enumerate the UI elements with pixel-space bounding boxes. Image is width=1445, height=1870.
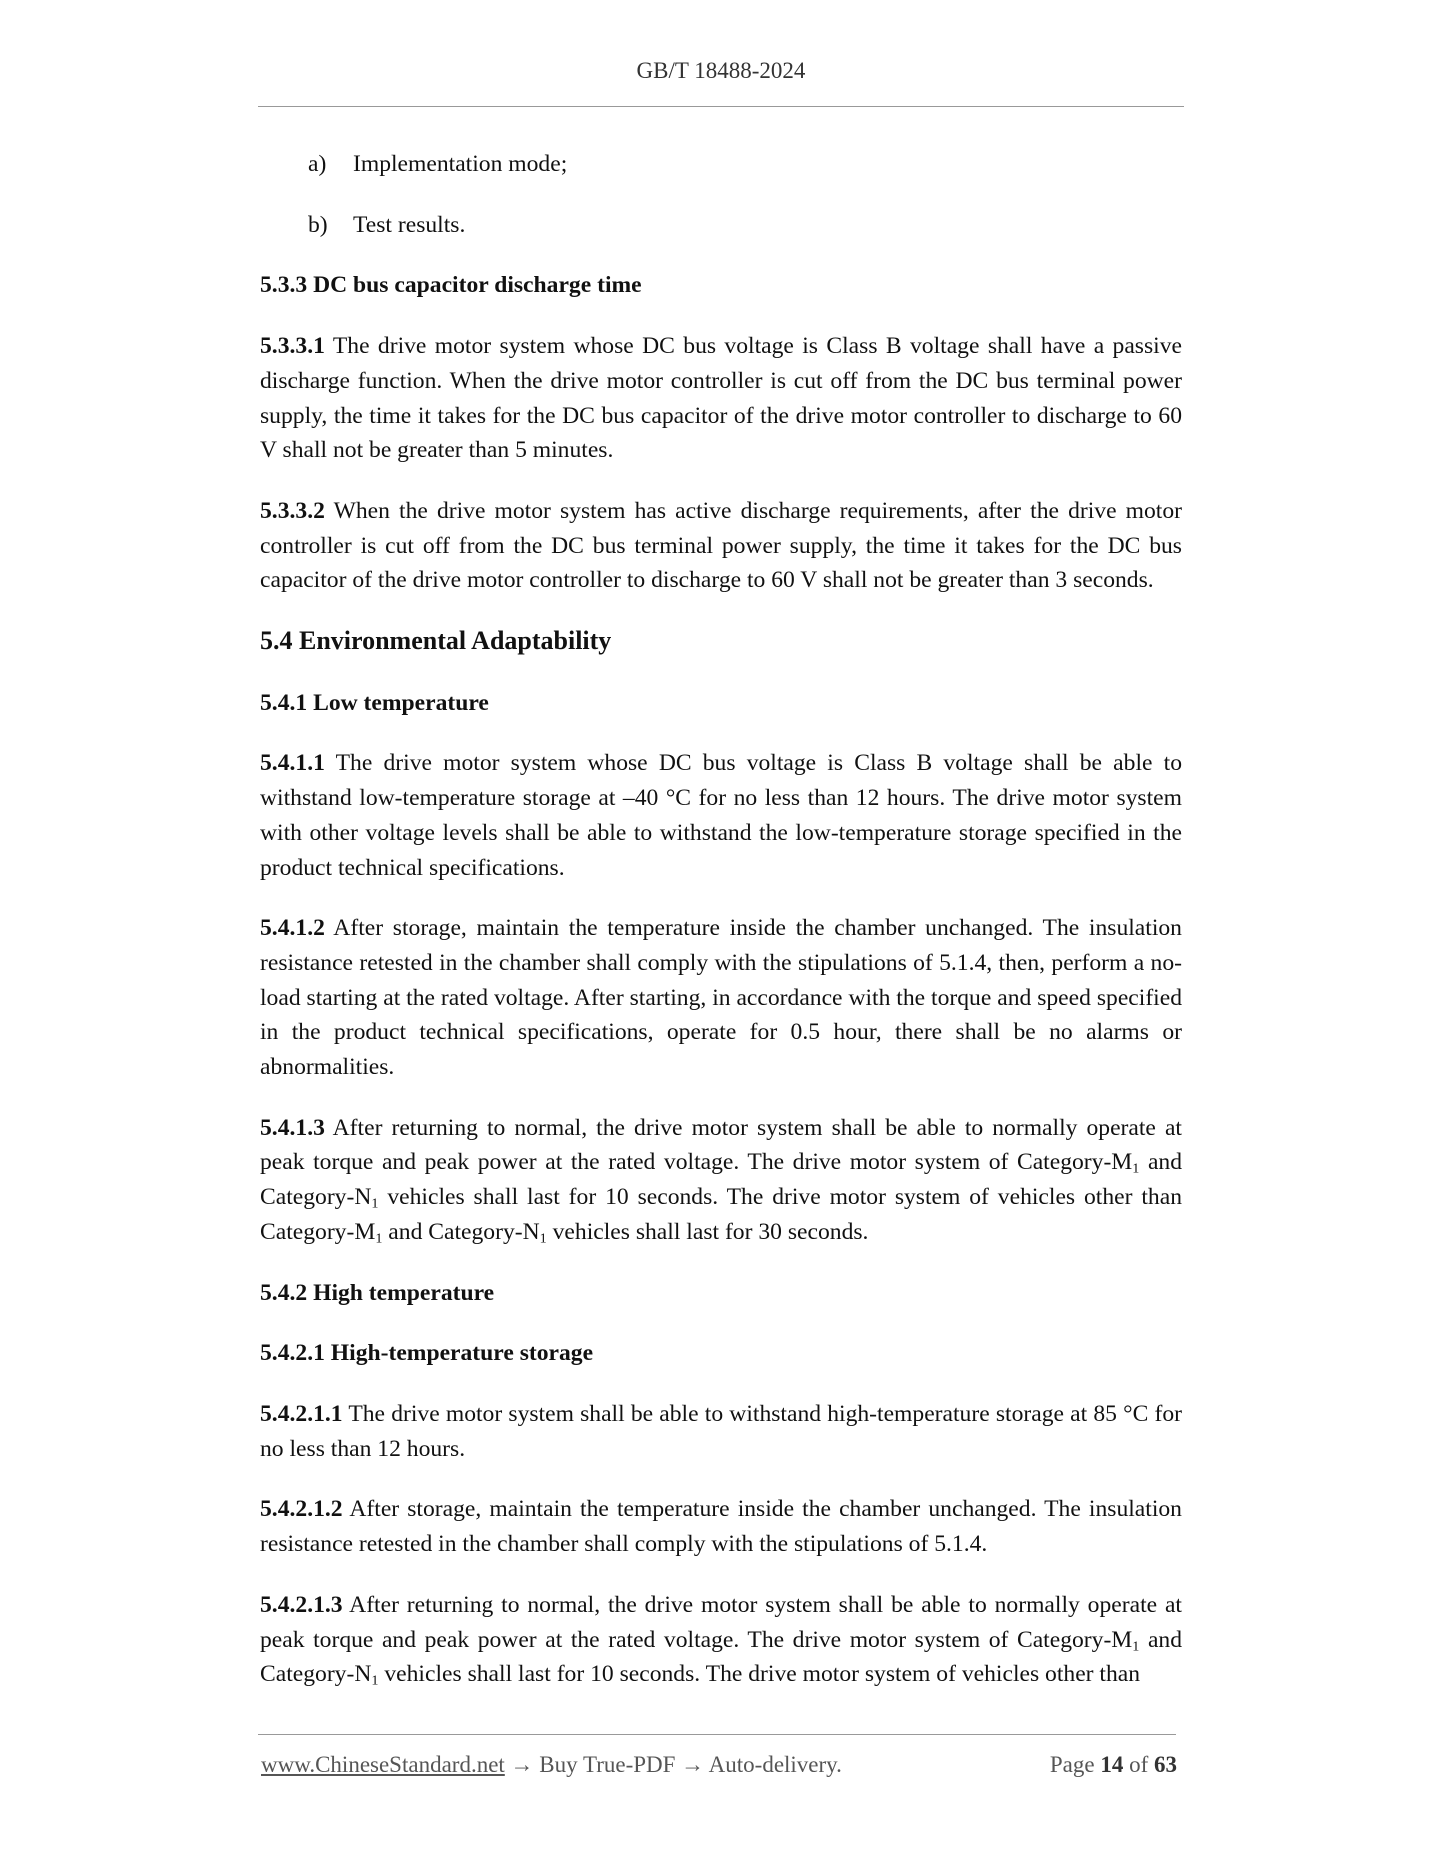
list-text: Test results. bbox=[353, 211, 466, 238]
clause-number: 5.4.1.2 bbox=[260, 915, 325, 942]
header-divider bbox=[258, 106, 1184, 107]
clause-text: When the drive motor system has active discharge requirements, after the drive motor controller is cut off from the DC bus terminal power supply, the time it takes for the DC bus capacitor of the drive motor controller to discharge to 60 V shall not be greater than 3 seconds. bbox=[260, 497, 1182, 594]
clause-5-3-3-2 bbox=[260, 494, 1182, 598]
clause-text: The drive motor system shall be able to withstand high-temperature storage at 85 °C for no less than 12 hours. bbox=[260, 1400, 1182, 1462]
clause-text: The drive motor system whose DC bus voltage is Class B voltage shall have a passive discharge function. When the drive motor controller is cut off from the DC bus terminal power supply, the time it takes for the DC bus capacitor of the drive motor controller to discharge to 60 V shall not be greater than 5 minutes. bbox=[260, 333, 1182, 464]
section-heading-5-4-2-1: 5.4.2.1 High-temperature storage bbox=[260, 1340, 594, 1367]
page-number: 14 bbox=[1100, 1752, 1124, 1777]
clause-text: After returning to normal, the drive motor system shall be able to normally operate at peak torque and peak power at the rated voltage. The drive motor system of Category-M bbox=[260, 1591, 1182, 1653]
page-indicator bbox=[1050, 1752, 1177, 1778]
section-heading-5-3-3: 5.3.3 DC bus capacitor discharge time bbox=[260, 272, 642, 299]
clause-text: and Category-N bbox=[260, 1149, 1183, 1211]
clause-number: 5.4.2.1.2 bbox=[260, 1496, 343, 1523]
clause-5-4-1-1 bbox=[260, 746, 1182, 885]
subscript: 1 bbox=[1132, 1638, 1140, 1655]
clause-text: The drive motor system whose DC bus voltage is Class B voltage shall be able to withstand low-temperature storage at –40 °C for no less than 12 hours. The drive motor system with other voltage levels shall be able to withstand the low-temperature storage specified in the product technical specifications. bbox=[260, 750, 1182, 881]
list-text: Implementation mode; bbox=[353, 151, 568, 177]
clause-text: After returning to normal, the drive motor system shall be able to normally operate at peak torque and peak power at the rated voltage. The drive motor system of Category-M bbox=[260, 1114, 1182, 1176]
subscript: 1 bbox=[371, 1195, 379, 1212]
clause-number: 5.4.2.1.1 bbox=[260, 1400, 343, 1427]
clause-5-4-2-1-1 bbox=[260, 1397, 1182, 1466]
footer-divider bbox=[258, 1734, 1176, 1735]
clause-5-3-3-1 bbox=[260, 329, 1182, 468]
clause-5-4-1-3 bbox=[260, 1111, 1182, 1250]
clause-text: vehicles shall last for 30 seconds. bbox=[546, 1218, 869, 1245]
subscript: 1 bbox=[539, 1230, 547, 1247]
page-header bbox=[258, 58, 1184, 84]
clause-text: After storage, maintain the temperature inside the chamber unchanged. The insulation resistance retested in the chamber shall comply with the stipulations of 5.1.4, then, perform a no-load starting at the rated voltage. After starting, in accordance with the torque and speed specified in the product technical specifications, operate for 0.5 hour, there shall be no alarms or abnormalities. bbox=[260, 915, 1182, 1081]
document-body bbox=[260, 147, 1182, 1718]
clause-5-4-2-1-3 bbox=[260, 1588, 1182, 1692]
clause-number: 5.3.3.2 bbox=[260, 497, 325, 524]
website-link[interactable]: www.ChineseStandard.net bbox=[261, 1752, 505, 1777]
footer-promo-text: → Buy True-PDF → Auto-delivery. bbox=[504, 1752, 842, 1777]
page-total: 63 bbox=[1154, 1752, 1177, 1777]
section-heading-5-4: 5.4 Environmental Adaptability bbox=[260, 626, 612, 656]
subscript: 1 bbox=[375, 1230, 383, 1247]
page-label: Page bbox=[1049, 1752, 1095, 1777]
clause-text: and Category-N bbox=[382, 1218, 540, 1245]
clause-number: 5.4.1.1 bbox=[260, 750, 325, 777]
subscript: 1 bbox=[371, 1672, 379, 1689]
clause-text: vehicles shall last for 10 seconds. The drive motor system of vehicles other than bbox=[378, 1661, 1141, 1688]
subscript: 1 bbox=[1132, 1161, 1140, 1177]
clause-number: 5.4.1.3 bbox=[260, 1114, 325, 1141]
clause-text: and Category-N bbox=[260, 1626, 1183, 1688]
clause-number: 5.3.3.1 bbox=[260, 333, 325, 360]
clause-5-4-2-1-2 bbox=[260, 1492, 1182, 1561]
document-code: GB/T 18488-2024 bbox=[636, 58, 806, 83]
clause-5-4-1-2 bbox=[260, 911, 1182, 1085]
list-marker: b) bbox=[308, 211, 328, 238]
clause-text: After storage, maintain the temperature inside the chamber unchanged. The insulation resistance retested in the chamber shall comply with the stipulations of 5.1.4. bbox=[260, 1496, 1182, 1558]
page-of-label: of bbox=[1129, 1752, 1149, 1777]
section-heading-5-4-1: 5.4.1 Low temperature bbox=[260, 689, 489, 716]
footer-promo bbox=[261, 1752, 842, 1778]
clause-number: 5.4.2.1.3 bbox=[260, 1591, 343, 1618]
list-item bbox=[308, 147, 1182, 182]
clause-text: vehicles shall last for 10 seconds. The drive motor system of vehicles other than Category-M bbox=[260, 1184, 1182, 1245]
section-heading-5-4-2: 5.4.2 High temperature bbox=[260, 1279, 495, 1306]
list-item bbox=[308, 208, 1182, 243]
list-marker: a) bbox=[308, 151, 327, 177]
